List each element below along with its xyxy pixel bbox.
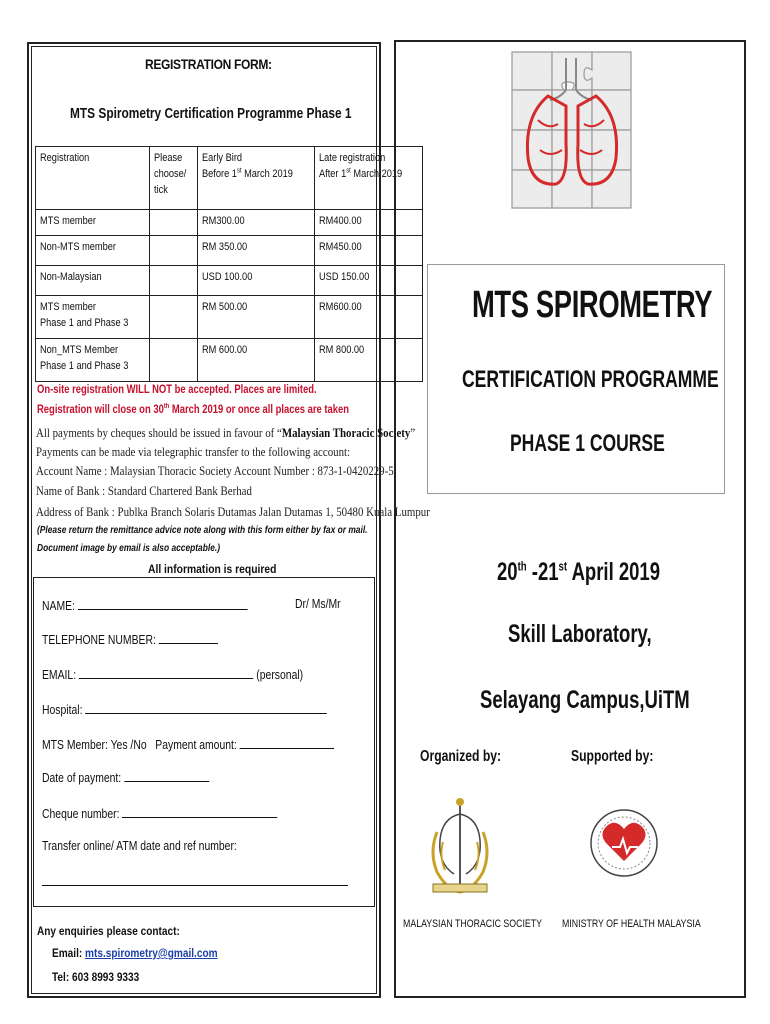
onsite-warning: On-site registration WILL NOT be accepted. Places are limited.: [37, 384, 317, 396]
moh-logo: [588, 795, 660, 895]
supported-by-label: Supported by:: [571, 748, 654, 765]
payment-date-field[interactable]: Date of payment:: [42, 768, 209, 785]
certification-title: CERTIFICATION PROGRAMME: [462, 366, 719, 393]
venue-line-2: Selayang Campus,UiTM: [480, 686, 690, 714]
fee-table-header-row: [36, 147, 423, 210]
bank-name: Name of Bank : Standard Chartered Bank Berhad: [36, 484, 252, 498]
programme-title: MTS Spirometry Certification Programme Phase 1: [70, 106, 352, 122]
email-field[interactable]: EMAIL: (personal): [42, 667, 304, 682]
email-link[interactable]: mts.spirometry@gmail.com: [85, 946, 218, 960]
supporter-name: MINISTRY OF HEALTH MALAYSIA: [562, 918, 701, 930]
late-fee: USD 150.00: [314, 266, 422, 296]
early-bird-fee: RM 600.00: [197, 339, 314, 382]
late-fee: RM400.00: [314, 210, 422, 236]
early-bird-fee: USD 100.00: [197, 266, 314, 296]
organized-by-label: Organized by:: [420, 748, 502, 765]
cheque-number-field[interactable]: Cheque number:: [42, 804, 278, 821]
tick-cell[interactable]: [150, 296, 198, 339]
mts-crest-logo: [425, 792, 495, 896]
header-choose: Please choose/ tick: [150, 147, 198, 210]
member-payment-field[interactable]: MTS Member: Yes /No Payment amount:: [42, 735, 334, 752]
bank-address: Address of Bank : Publka Branch Solaris Dutamas Jalan Dutamas 1, 50480 Kuala Lumpur: [36, 505, 430, 519]
header-registration: Registration: [36, 147, 150, 210]
telephone-field[interactable]: TELEPHONE NUMBER:: [42, 630, 218, 647]
header-early-bird: Early Bird Before 1st March 2019: [197, 147, 314, 210]
row-category: Non-MTS member: [36, 236, 150, 266]
event-date: 20th -21st April 2019: [497, 558, 661, 586]
late-fee: RM450.00: [314, 236, 422, 266]
tick-cell[interactable]: [150, 266, 198, 296]
late-fee: RM 800.00: [314, 339, 422, 382]
enquiries-title: Any enquiries please contact:: [37, 924, 180, 938]
transfer-ref-field[interactable]: [42, 885, 348, 886]
payment-transfer-info: Payments can be made via telegraphic transfer to the following account:: [36, 445, 351, 459]
all-info-required: All information is required: [148, 562, 277, 576]
hospital-field[interactable]: Hospital:: [42, 700, 327, 717]
main-title: MTS SPIROMETRY: [472, 284, 713, 326]
tick-cell[interactable]: [150, 236, 198, 266]
name-field[interactable]: NAME:: [42, 596, 247, 613]
organizer-name: MALAYSIAN THORACIC SOCIETY: [403, 918, 543, 930]
puzzle-lungs-logo: [510, 50, 633, 210]
table-row: [36, 236, 423, 266]
document-note: Document image by email is also acceptable.): [37, 542, 220, 554]
closing-date-warning: Registration will close on 30th March 2019 or once all places are taken: [37, 403, 350, 416]
account-info: Account Name : Malaysian Thoracic Society Account Number : 873-1-0420229-5: [36, 464, 394, 478]
row-category: Non-Malaysian: [36, 266, 150, 296]
venue-line-1: Skill Laboratory,: [508, 620, 652, 648]
row-category: Non_MTS Member Phase 1 and Phase 3: [36, 339, 150, 382]
row-category: MTS member Phase 1 and Phase 3: [36, 296, 150, 339]
transfer-ref-label: Transfer online/ ATM date and ref number:: [42, 838, 237, 853]
fee-table: [35, 146, 423, 382]
table-row: [36, 296, 423, 339]
table-row: [36, 210, 423, 236]
early-bird-fee: RM 350.00: [197, 236, 314, 266]
early-bird-fee: RM300.00: [197, 210, 314, 236]
row-category: MTS member: [36, 210, 150, 236]
remittance-note: (Please return the remittance advice note along with this form either by fax or mail.: [37, 524, 368, 536]
enquiries-tel: Tel: 603 8993 9333: [52, 970, 140, 984]
early-bird-fee: RM 500.00: [197, 296, 314, 339]
enquiries-email: Email: mts.spirometry@gmail.com: [52, 946, 218, 960]
title-options[interactable]: Dr/ Ms/Mr: [295, 596, 341, 611]
table-row: [36, 339, 423, 382]
tick-cell[interactable]: [150, 339, 198, 382]
header-late-registration: Late registration After 1st March 2019: [314, 147, 422, 210]
table-row: [36, 266, 423, 296]
payment-cheque-info: All payments by cheques should be issued in favour of “Malaysian Thoracic Society”: [36, 426, 416, 440]
form-title: REGISTRATION FORM:: [145, 56, 272, 72]
tick-cell[interactable]: [150, 210, 198, 236]
late-fee: RM600.00: [314, 296, 422, 339]
phase-title: PHASE 1 COURSE: [510, 430, 665, 457]
